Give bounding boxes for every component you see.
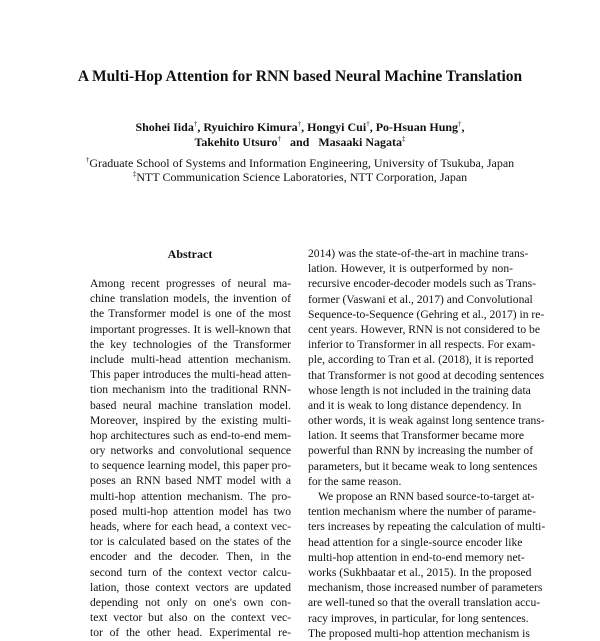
affiliation-mark: † (277, 135, 281, 143)
text-line: powerful than RNN by increasing the number of (308, 444, 534, 458)
author-name: Hongyi Cui (307, 120, 367, 134)
text-line: lation. However, it is outperformed by non- (308, 262, 513, 276)
text-line: encoder and the decoder. Then, in the (90, 550, 291, 564)
text-line: second turn of the context vector calcu- (90, 565, 291, 579)
text-line: head attention for a single-source encoder like (308, 535, 523, 549)
author-name: Masaaki Nagata (318, 135, 403, 149)
author-conjunction: and (290, 135, 310, 149)
text-line: racy improves, in particular, for long sentences. (308, 611, 529, 625)
text-line: mechanism, those increased number of parameters (308, 581, 543, 595)
text-line: multi-hop attention mechanism. The pro- (90, 489, 291, 503)
author-line-2 (0, 135, 600, 150)
text-line: depending not only on one's own con- (90, 595, 291, 609)
abstract-body (90, 276, 291, 641)
affiliations (0, 156, 600, 184)
text-line: cent years. However, RNN is not considered to be (308, 322, 540, 336)
text-line: ory networks and convolutional sequence (90, 444, 291, 458)
text-line: that Transformer is not good at decoding sentences (308, 368, 545, 382)
affiliation (0, 156, 600, 170)
affiliation-mark: † (297, 120, 302, 128)
text-line: heads, where for each head, a context vec- (90, 520, 291, 533)
abstract-heading: Abstract (167, 247, 213, 261)
text-line: ters increases by repeating the calculation of multi- (308, 520, 546, 534)
introduction-body (308, 246, 546, 641)
text-line: lation. It seems that Transformer became more (308, 429, 525, 443)
affiliation-mark: ‡ (132, 170, 137, 178)
text-line: other words, it is weak against long sentence trans- (308, 414, 545, 428)
text-line: ple, according to Tran et al. (2018), it is reported (308, 353, 534, 367)
text-line: works (Sukhbaatar et al., 2015). In the proposed (308, 565, 532, 579)
author-list (0, 120, 600, 150)
text-line: tention mechanism where the number of parame- (308, 505, 536, 519)
text-line: based neural machine translation model. (90, 398, 291, 412)
text-line: tor is calculated based on the states of the (90, 535, 291, 549)
text-line: tion mechanism into the traditional RNN- (90, 383, 291, 397)
text-line: Sequence-to-Sequence (Gehring et al., 2017) in re- (308, 307, 545, 321)
text-line: former (Vaswani et al., 2017) and Convolutional (308, 292, 533, 306)
text-line: We propose an RNN based source-to-target at- (318, 490, 535, 503)
text-line: the Transformer model is one of the most (90, 307, 291, 321)
author-name: Po-Hsuan Hung (375, 120, 459, 134)
author-name: Shohei Iida (135, 120, 194, 134)
text-line: recursive encoder-decoder models such as Trans- (308, 277, 537, 291)
paper-title: A Multi-Hop Attention for RNN based Neural Machine Translation (77, 68, 523, 85)
text-line: inferior to Transformer in all respects. For exam- (308, 338, 536, 352)
affiliation (0, 170, 600, 184)
text-line: tor of the other head. Experimental re- (90, 626, 291, 640)
text-line: and it is weak to long distance dependency. In (308, 398, 522, 412)
text-line: whose length is not included in the training data (308, 383, 531, 397)
affiliation-text: NTT Communication Science Laboratories, NTT Corporation, Japan (136, 170, 468, 184)
text-line: are well-tuned so that the overall translation accu- (308, 596, 541, 610)
affiliation-mark: † (366, 120, 370, 128)
text-line: Among recent progresses of neural ma- (90, 277, 291, 290)
text-line: text vector but also on the context vec- (90, 611, 291, 625)
text-line: Moreover, inspired by the existing multi- (90, 413, 291, 427)
text-line: to sequence learning model, this paper pro- (90, 459, 291, 473)
affiliation-mark: † (193, 120, 198, 128)
text-line: chine translation models, the invention of (90, 292, 291, 306)
text-line: This paper introduces the multi-head atten- (90, 368, 291, 382)
text-line: lation, those context vectors are updated (90, 580, 291, 594)
text-line: poses an RNN based NMT model with a (90, 474, 291, 488)
text-line: The proposed multi-hop attention mechanism is (308, 626, 530, 640)
text-line: important progresses. It is well-known that (90, 322, 291, 336)
affiliation-mark: † (458, 120, 462, 128)
text-line: include multi-head attention mechanism. (90, 352, 291, 366)
text-line: parameters, but it became weak to long sentences (308, 459, 538, 473)
text-line: multi-hop attention in end-to-end memory net- (308, 550, 525, 564)
author-name: Takehito Utsuro (194, 135, 278, 149)
affiliation-text: Graduate School of Systems and Information Engineering, University of Tsukuba, Japan (89, 156, 515, 170)
affiliation-mark: ‡ (402, 135, 406, 143)
affiliation-mark: † (85, 156, 90, 164)
text-line: for the same reason. (308, 474, 402, 488)
author-name: Ryuichiro Kimura (203, 120, 298, 134)
text-line: hop architectures such as end-to-end mem- (90, 428, 291, 442)
text-line: 2014) was the state-of-the-art in machine trans- (308, 247, 529, 260)
text-line: posed multi-hop attention model has two (90, 504, 291, 518)
author-line-1: Shohei Iida†, Ryuichiro Kimura†, Hongyi Cui†, Po-Hsuan Hung†, (135, 120, 465, 134)
text-line: the key technologies of the Transformer (90, 337, 291, 351)
